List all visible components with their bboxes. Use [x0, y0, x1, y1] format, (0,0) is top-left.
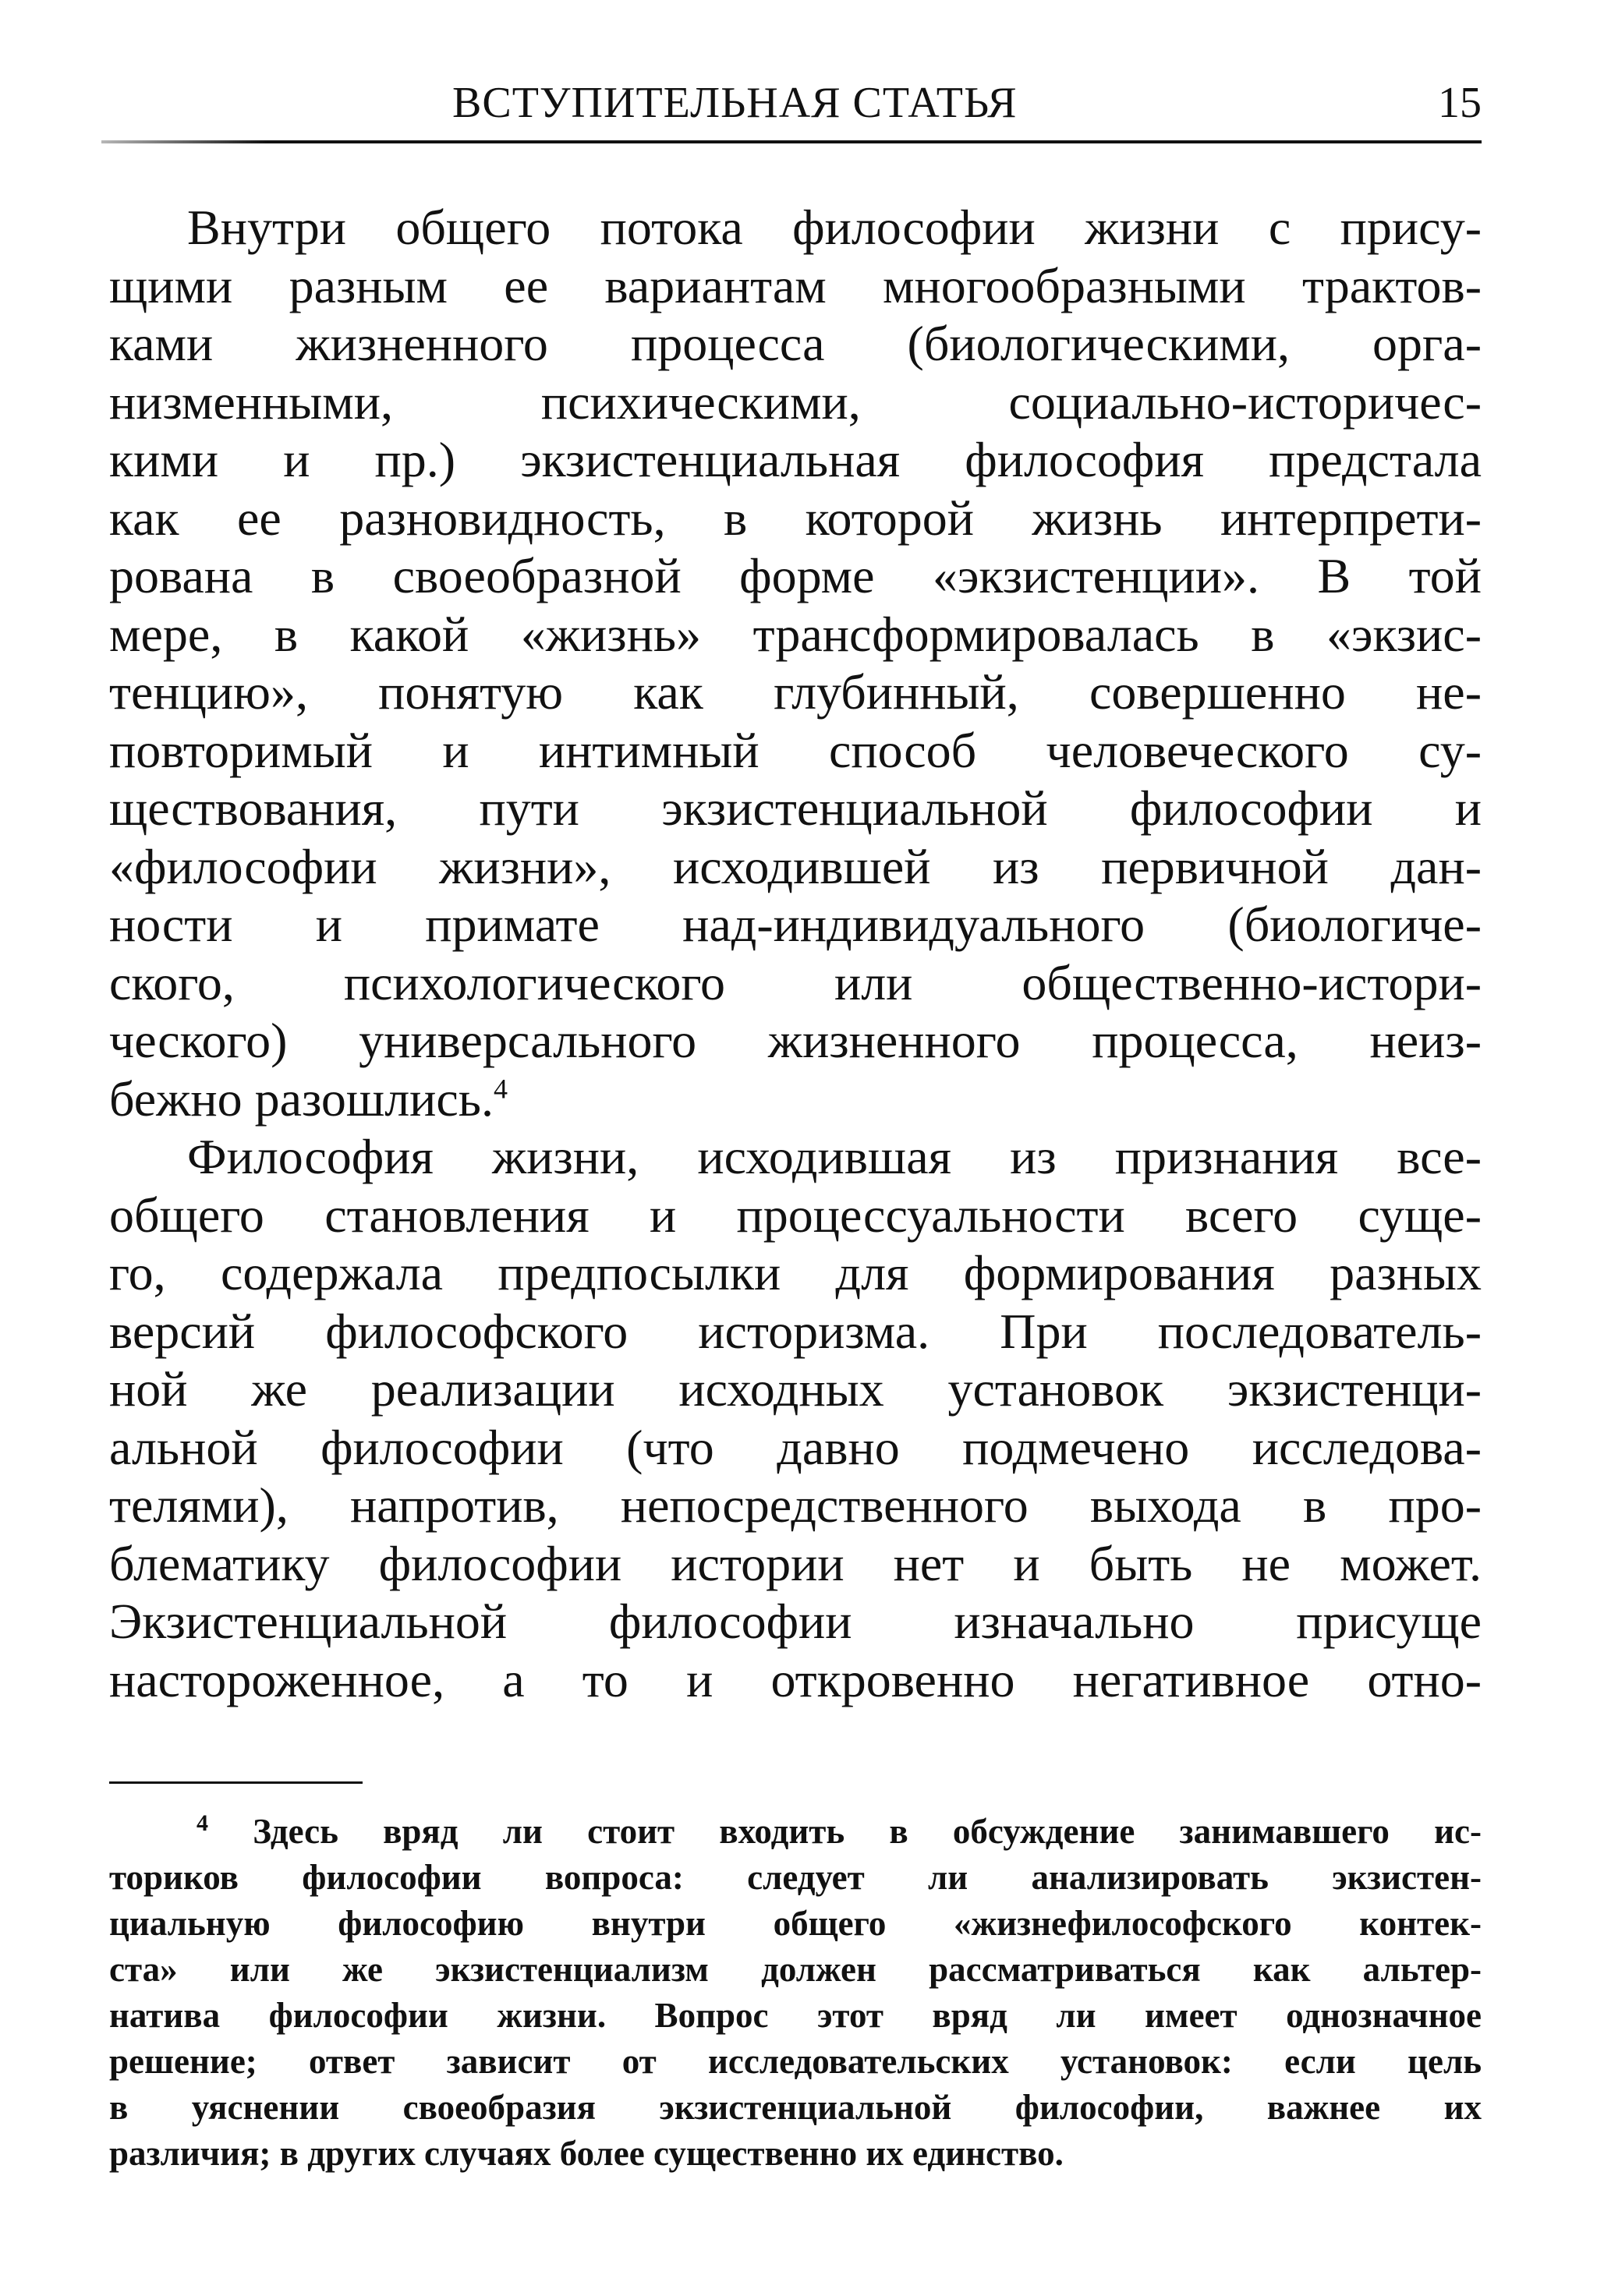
- running-title: ВСТУПИТЕЛЬНАЯ СТАТЬЯ: [452, 79, 1018, 127]
- text-line: блематику философии истории нет и быть не может.: [109, 1535, 1482, 1591]
- text-line-content: бежно разошлись.: [109, 1070, 494, 1127]
- text-line: низменными, психическими, социально-историчес-: [109, 373, 1482, 430]
- text-line: кими и пр.) экзистенциальная философия предстала: [109, 432, 1482, 487]
- paragraph-1: [109, 199, 1482, 1128]
- text-line: Экзистенциальной философии изначально присуще: [109, 1594, 1482, 1649]
- text-line: тенцию», понятую как глубинный, совершенно не-: [109, 664, 1482, 720]
- footnote-line: различия; в других случаях более существенно их единство.: [109, 2134, 1064, 2173]
- text-line: ности и примате над-индивидуального (биологиче-: [109, 897, 1482, 952]
- footnote-marker: 4: [197, 1810, 208, 1836]
- text-line: общего становления и процессуальности всего суще-: [109, 1187, 1482, 1243]
- text-line: настороженное, а то и откровенно негативное отно-: [109, 1651, 1482, 1707]
- text-line: «философии жизни», исходившей из первичной дан-: [109, 838, 1482, 894]
- footnote-line: ста» или же экзистенциализм должен рассматриваться как альтер-: [109, 1950, 1482, 1989]
- text-line: повторимый и интимный способ человеческого су-: [109, 722, 1482, 778]
- running-head: [101, 78, 1482, 140]
- text-line: телями), напротив, непосредственного выхода в про-: [109, 1477, 1482, 1533]
- text-line: го, содержала предпосылки для формирования разных: [109, 1245, 1482, 1300]
- text-line: ществования, пути экзистенциальной философии и: [109, 780, 1482, 836]
- footnote-line: циальную философию внутри общего «жизнефилософского контек-: [109, 1904, 1482, 1943]
- text-line: альной философии (что давно подмечено исследова-: [109, 1419, 1482, 1475]
- footnote-reference: 4: [493, 1073, 508, 1105]
- footnote-rule: [109, 1781, 363, 1784]
- text-line: ского, психологического или общественно-истори-: [109, 954, 1482, 1010]
- text-line: Внутри общего потока философии жизни с прису-: [187, 200, 1482, 255]
- text-line: рована в своеобразной форме «экзистенции». В той: [109, 548, 1482, 603]
- page-number: 15: [1438, 79, 1482, 127]
- text-line: ческого) универсального жизненного процесса, неиз-: [109, 1013, 1482, 1068]
- footnote-line: натива философии жизни. Вопрос этот вряд ли имеет однозначное: [109, 1996, 1482, 2035]
- footnote-line: ториков философии вопроса: следует ли анализировать экзистен-: [109, 1858, 1482, 1897]
- paragraph-2: [109, 1128, 1482, 1709]
- text-line: щими разным ее вариантам многообразными трактов-: [109, 257, 1482, 313]
- text-line: версий философского историзма. При последователь-: [109, 1303, 1482, 1359]
- text-line: как ее разновидность, в которой жизнь интерпрети-: [109, 490, 1482, 546]
- text-line: ной же реализации исходных установок экзистенци-: [109, 1361, 1482, 1417]
- text-line: ками жизненного процесса (биологическими, орга-: [109, 316, 1482, 371]
- footnote-line: в уяснении своеобразия экзистенциальной философии, важнее их: [109, 2088, 1482, 2127]
- footnote: [109, 1809, 1482, 2177]
- footnote-line: решение; ответ зависит от исследовательских установок: если цель: [109, 2042, 1482, 2081]
- text-line: [109, 1070, 1482, 1129]
- footnote-line-content: Здесь вряд ли стоит входить в обсуждение занимавшего ис-: [253, 1812, 1482, 1851]
- text-line: мере, в какой «жизнь» трансформировалась в «экзис-: [109, 606, 1482, 662]
- footnote-line: [109, 1809, 1482, 1855]
- text-line: Философия жизни, исходившая из признания все-: [187, 1129, 1482, 1184]
- main-text: [109, 199, 1482, 1709]
- header-rule: [101, 140, 1482, 143]
